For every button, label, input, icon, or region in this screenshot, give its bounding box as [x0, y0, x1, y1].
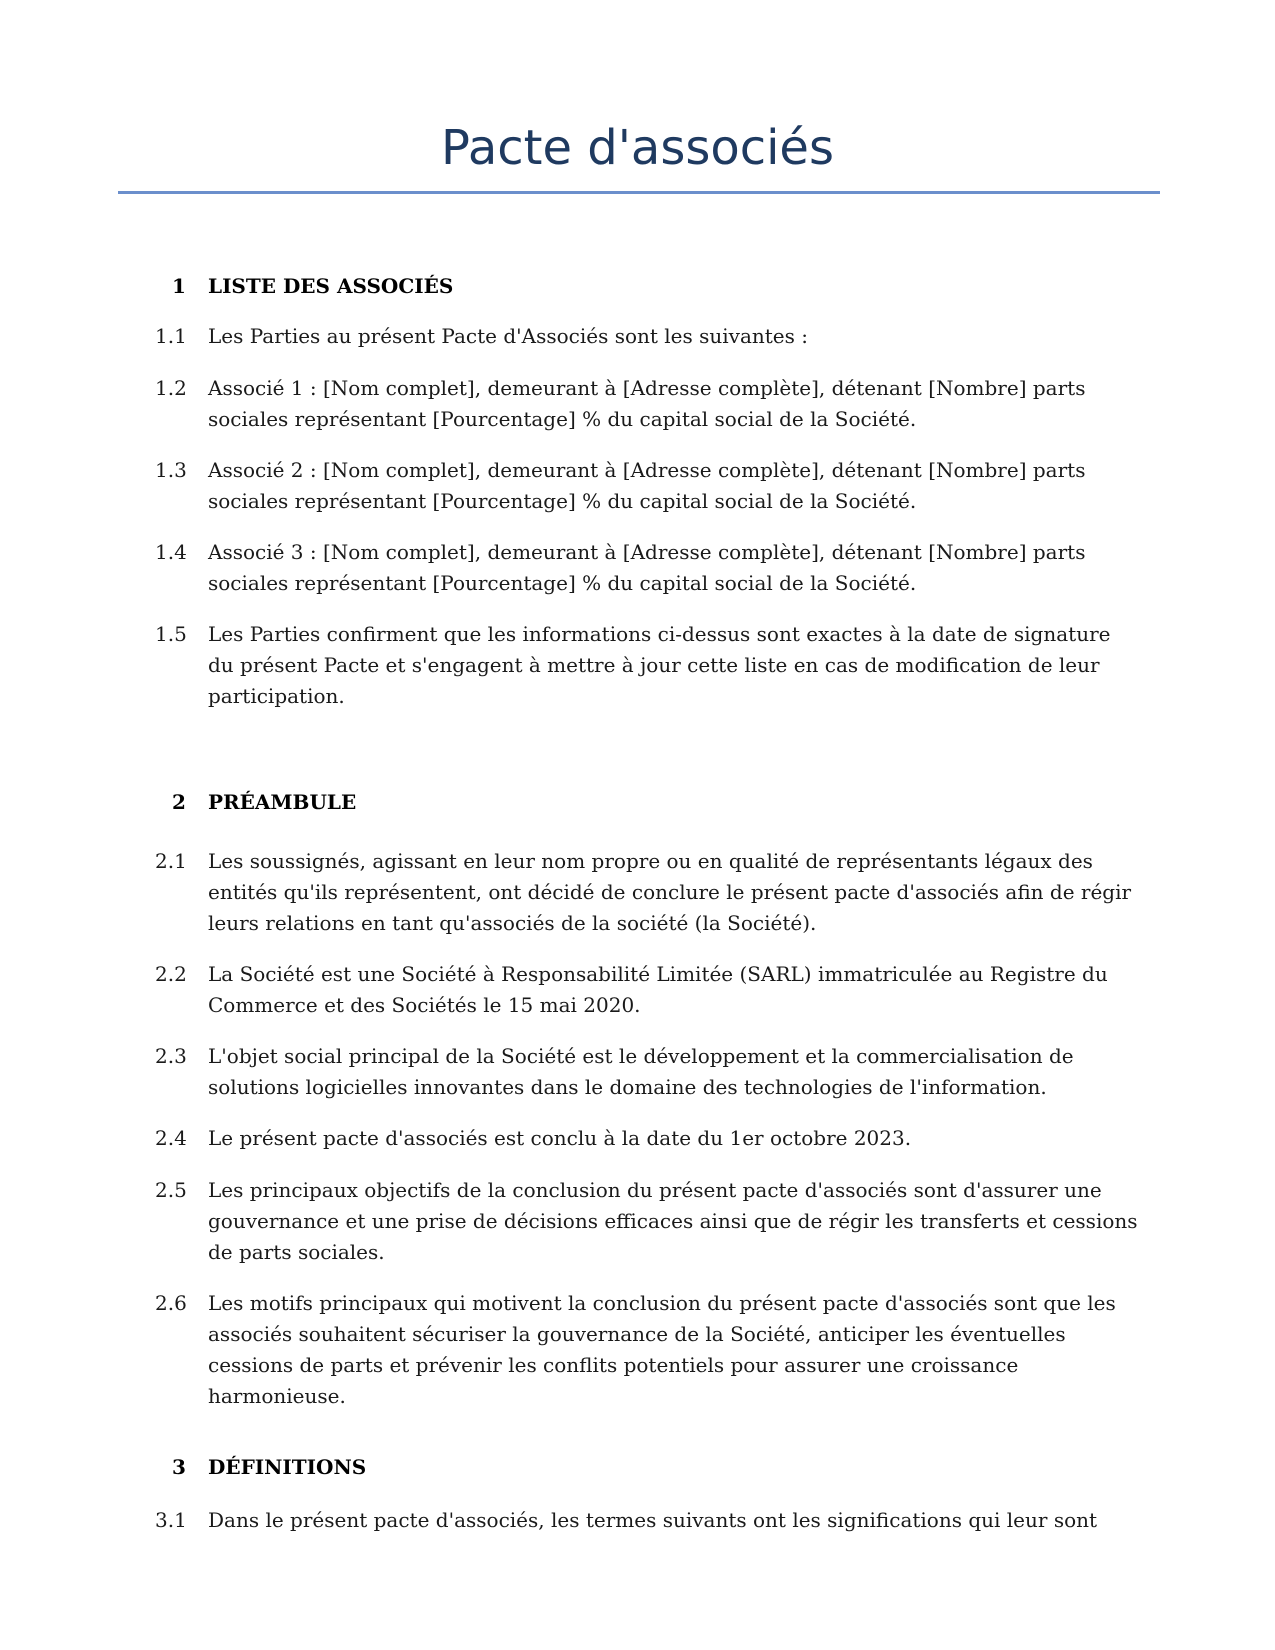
- section-title: LISTE DES ASSOCIÉS: [208, 274, 454, 298]
- clause-text: Les principaux objectifs de la conclusion du présent pacte d'associés sont d'assurer une gouvernance et une prise de décisions efficaces ainsi que de régir les transferts et cessions de parts sociales.: [208, 1178, 1138, 1264]
- clause-number: 2.5: [155, 1178, 187, 1202]
- clause-text: Les soussignés, agissant en leur nom propre ou en qualité de représentants légaux des entités qu'ils représentent, ont décidé de conclure le présent pacte d'associés afin de régir leurs relations en tant qu'associés de la société (la Société).: [208, 849, 1132, 935]
- clause-number: 2.1: [155, 849, 187, 873]
- clause-number: 2.3: [155, 1044, 187, 1068]
- clause-text: L'objet social principal de la Société est le développement et la commercialisation de solutions logicielles innovantes dans le domaine des technologies de l'information.: [208, 1044, 1074, 1099]
- clause-number: 1.1: [155, 324, 187, 348]
- clause-text: Le présent pacte d'associés est conclu à la date du 1er octobre 2023.: [208, 1126, 912, 1150]
- clause-number: 2.2: [155, 962, 187, 986]
- clause-number: 1.2: [155, 376, 187, 400]
- clause-text: Associé 3 : [Nom complet], demeurant à [Adresse complète], détenant [Nombre] parts sociales représentant [Pourcentage] % du capital social de la Société.: [208, 540, 1086, 595]
- clause-text: Les Parties confirment que les informations ci-dessus sont exactes à la date de signature du présent Pacte et s'engagent à mettre à jour cette liste en cas de modification de leur participation.: [208, 622, 1111, 708]
- clause-text: Associé 2 : [Nom complet], demeurant à [Adresse complète], détenant [Nombre] parts sociales représentant [Pourcentage] % du capital social de la Société.: [208, 458, 1086, 513]
- clause-number: 3.1: [155, 1508, 187, 1532]
- clause-text: Les motifs principaux qui motivent la conclusion du présent pacte d'associés sont que les associés souhaitent sécuriser la gouvernance de la Société, anticiper les éventuelles cessions de parts et prévenir les conflits potentiels pour assurer une croissance harmonieuse.: [208, 1291, 1116, 1408]
- clause-text: La Société est une Société à Responsabilité Limitée (SARL) immatriculée au Registre du Commerce et des Sociétés le 15 mai 2020.: [208, 962, 1108, 1017]
- section-number: 3: [172, 1455, 186, 1479]
- clause-text: Associé 1 : [Nom complet], demeurant à [Adresse complète], détenant [Nombre] parts sociales représentant [Pourcentage] % du capital social de la Société.: [208, 376, 1086, 431]
- document-title: Pacte d'associés: [441, 120, 834, 176]
- section-number: 1: [172, 274, 186, 298]
- section-title: PRÉAMBULE: [208, 790, 357, 814]
- section-number: 2: [172, 790, 186, 814]
- clause-number: 1.3: [155, 458, 187, 482]
- clause-text: Dans le présent pacte d'associés, les termes suivants ont les significations qui leur sont: [208, 1508, 1098, 1532]
- clause-number: 2.4: [155, 1126, 187, 1150]
- section-title: DÉFINITIONS: [208, 1455, 367, 1479]
- clause-number: 2.6: [155, 1291, 187, 1315]
- clause-number: 1.4: [155, 540, 187, 564]
- clause-text: Les Parties au présent Pacte d'Associés sont les suivantes :: [208, 324, 808, 348]
- clause-number: 1.5: [155, 622, 187, 646]
- title-underline: [118, 191, 1160, 194]
